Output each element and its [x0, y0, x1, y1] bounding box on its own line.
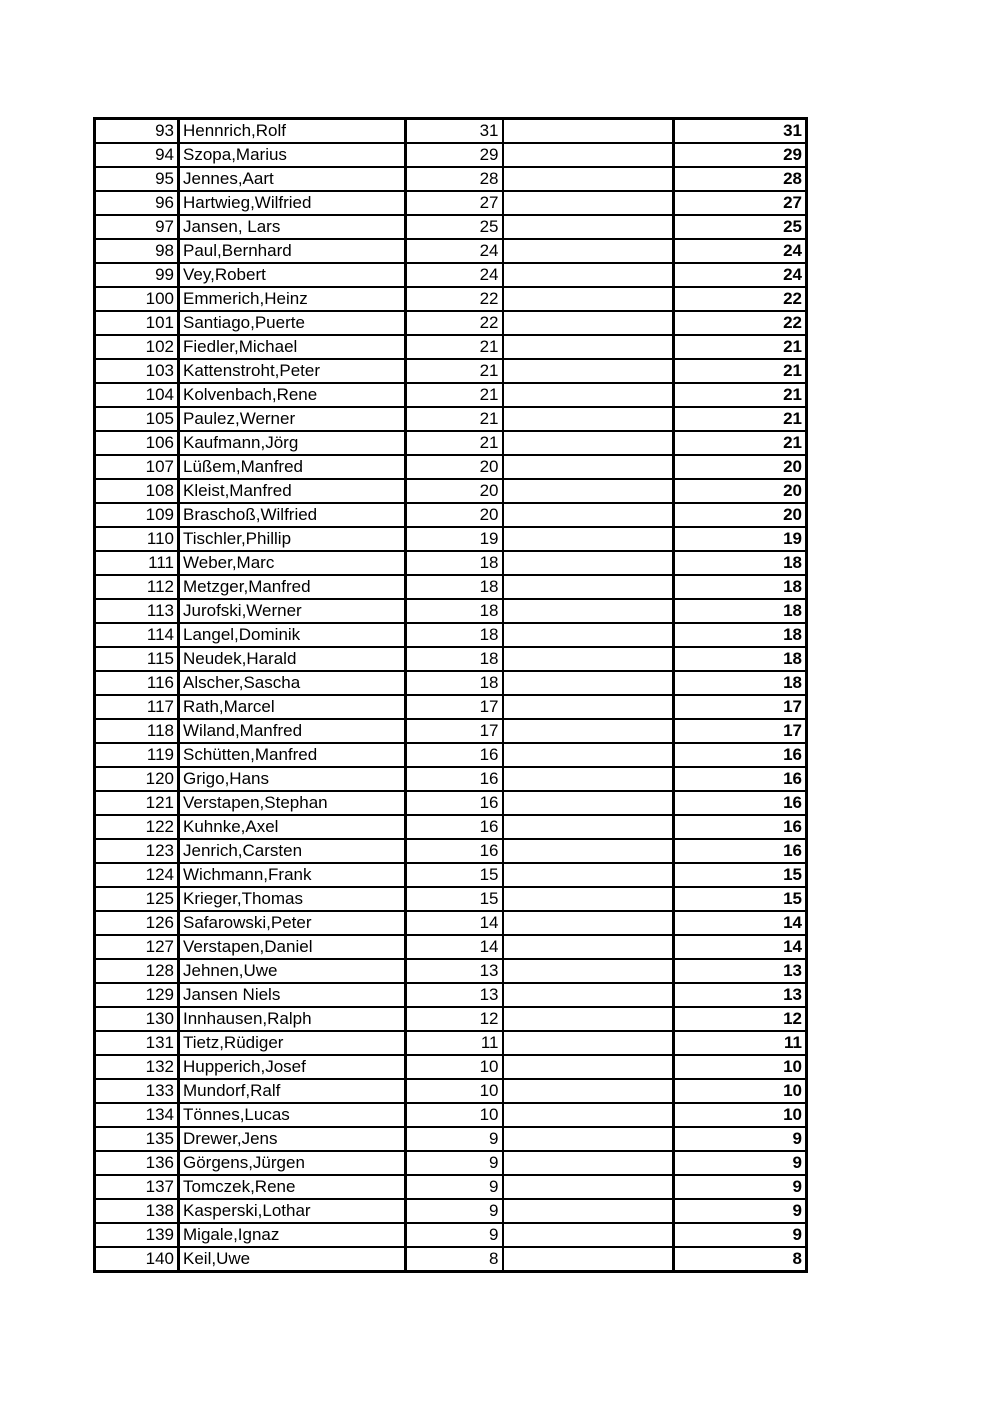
rank-cell: 138	[95, 1199, 179, 1223]
table-row	[95, 815, 807, 839]
table-row	[95, 935, 807, 959]
table-row	[95, 1175, 807, 1199]
rank-cell: 123	[95, 839, 179, 863]
rank-cell: 96	[95, 191, 179, 215]
rank-cell: 95	[95, 167, 179, 191]
total-cell: 13	[674, 959, 807, 983]
extra-cell	[503, 407, 674, 431]
rank-cell: 139	[95, 1223, 179, 1247]
points-cell: 13	[406, 983, 503, 1007]
table-row	[95, 1031, 807, 1055]
rank-cell: 135	[95, 1127, 179, 1151]
total-cell: 14	[674, 935, 807, 959]
extra-cell	[503, 575, 674, 599]
total-cell: 18	[674, 623, 807, 647]
total-cell: 18	[674, 647, 807, 671]
rank-cell: 107	[95, 455, 179, 479]
points-cell: 24	[406, 263, 503, 287]
extra-cell	[503, 263, 674, 287]
name-cell: Kattenstroht,Peter	[179, 359, 406, 383]
extra-cell	[503, 719, 674, 743]
points-cell: 21	[406, 431, 503, 455]
rank-cell: 119	[95, 743, 179, 767]
table-row	[95, 1199, 807, 1223]
table-row	[95, 1247, 807, 1272]
rank-cell: 101	[95, 311, 179, 335]
extra-cell	[503, 791, 674, 815]
name-cell: Jehnen,Uwe	[179, 959, 406, 983]
total-cell: 21	[674, 383, 807, 407]
table-row	[95, 1055, 807, 1079]
total-cell: 21	[674, 407, 807, 431]
extra-cell	[503, 623, 674, 647]
total-cell: 20	[674, 479, 807, 503]
points-cell: 9	[406, 1151, 503, 1175]
points-cell: 21	[406, 359, 503, 383]
extra-cell	[503, 335, 674, 359]
name-cell: Krieger,Thomas	[179, 887, 406, 911]
rank-cell: 131	[95, 1031, 179, 1055]
ranking-table	[93, 117, 808, 1273]
total-cell: 17	[674, 695, 807, 719]
extra-cell	[503, 599, 674, 623]
rank-cell: 113	[95, 599, 179, 623]
total-cell: 18	[674, 575, 807, 599]
rank-cell: 102	[95, 335, 179, 359]
extra-cell	[503, 1247, 674, 1272]
total-cell: 18	[674, 671, 807, 695]
table-row	[95, 599, 807, 623]
table-row	[95, 1079, 807, 1103]
total-cell: 16	[674, 839, 807, 863]
name-cell: Hennrich,Rolf	[179, 119, 406, 144]
points-cell: 21	[406, 407, 503, 431]
points-cell: 29	[406, 143, 503, 167]
points-cell: 31	[406, 119, 503, 144]
total-cell: 24	[674, 263, 807, 287]
points-cell: 24	[406, 239, 503, 263]
total-cell: 9	[674, 1223, 807, 1247]
total-cell: 16	[674, 791, 807, 815]
rank-cell: 106	[95, 431, 179, 455]
table-row	[95, 671, 807, 695]
extra-cell	[503, 383, 674, 407]
points-cell: 18	[406, 575, 503, 599]
table-row	[95, 239, 807, 263]
rank-cell: 110	[95, 527, 179, 551]
total-cell: 29	[674, 143, 807, 167]
points-cell: 12	[406, 1007, 503, 1031]
total-cell: 20	[674, 455, 807, 479]
total-cell: 24	[674, 239, 807, 263]
total-cell: 15	[674, 863, 807, 887]
name-cell: Jansen, Lars	[179, 215, 406, 239]
points-cell: 22	[406, 311, 503, 335]
table-row	[95, 503, 807, 527]
name-cell: Lüßem,Manfred	[179, 455, 406, 479]
total-cell: 22	[674, 311, 807, 335]
name-cell: Weber,Marc	[179, 551, 406, 575]
total-cell: 16	[674, 815, 807, 839]
points-cell: 14	[406, 911, 503, 935]
rank-cell: 103	[95, 359, 179, 383]
name-cell: Tischler,Phillip	[179, 527, 406, 551]
table-row	[95, 1127, 807, 1151]
name-cell: Vey,Robert	[179, 263, 406, 287]
points-cell: 16	[406, 743, 503, 767]
extra-cell	[503, 695, 674, 719]
total-cell: 21	[674, 335, 807, 359]
total-cell: 20	[674, 503, 807, 527]
table-row	[95, 1007, 807, 1031]
points-cell: 27	[406, 191, 503, 215]
name-cell: Drewer,Jens	[179, 1127, 406, 1151]
extra-cell	[503, 143, 674, 167]
extra-cell	[503, 239, 674, 263]
table-row	[95, 719, 807, 743]
extra-cell	[503, 551, 674, 575]
name-cell: Szopa,Marius	[179, 143, 406, 167]
extra-cell	[503, 887, 674, 911]
table-row	[95, 911, 807, 935]
name-cell: Verstapen,Stephan	[179, 791, 406, 815]
rank-cell: 117	[95, 695, 179, 719]
points-cell: 16	[406, 791, 503, 815]
rank-cell: 128	[95, 959, 179, 983]
name-cell: Neudek,Harald	[179, 647, 406, 671]
rank-cell: 120	[95, 767, 179, 791]
rank-cell: 98	[95, 239, 179, 263]
name-cell: Schütten,Manfred	[179, 743, 406, 767]
table-row	[95, 863, 807, 887]
points-cell: 10	[406, 1055, 503, 1079]
total-cell: 11	[674, 1031, 807, 1055]
total-cell: 8	[674, 1247, 807, 1272]
table-row	[95, 335, 807, 359]
name-cell: Alscher,Sascha	[179, 671, 406, 695]
extra-cell	[503, 455, 674, 479]
points-cell: 17	[406, 695, 503, 719]
extra-cell	[503, 935, 674, 959]
name-cell: Verstapen,Daniel	[179, 935, 406, 959]
points-cell: 11	[406, 1031, 503, 1055]
name-cell: Jansen Niels	[179, 983, 406, 1007]
total-cell: 25	[674, 215, 807, 239]
rank-cell: 140	[95, 1247, 179, 1272]
extra-cell	[503, 815, 674, 839]
points-cell: 9	[406, 1175, 503, 1199]
table-row	[95, 1103, 807, 1127]
name-cell: Kaufmann,Jörg	[179, 431, 406, 455]
table-row	[95, 359, 807, 383]
table-row	[95, 743, 807, 767]
rank-cell: 115	[95, 647, 179, 671]
name-cell: Rath,Marcel	[179, 695, 406, 719]
name-cell: Fiedler,Michael	[179, 335, 406, 359]
points-cell: 21	[406, 383, 503, 407]
table-row	[95, 263, 807, 287]
name-cell: Wiland,Manfred	[179, 719, 406, 743]
points-cell: 14	[406, 935, 503, 959]
extra-cell	[503, 767, 674, 791]
table-row	[95, 119, 807, 144]
name-cell: Kleist,Manfred	[179, 479, 406, 503]
extra-cell	[503, 743, 674, 767]
name-cell: Kuhnke,Axel	[179, 815, 406, 839]
table-row	[95, 383, 807, 407]
total-cell: 10	[674, 1103, 807, 1127]
rank-cell: 94	[95, 143, 179, 167]
table-row	[95, 215, 807, 239]
points-cell: 16	[406, 815, 503, 839]
extra-cell	[503, 191, 674, 215]
extra-cell	[503, 527, 674, 551]
points-cell: 10	[406, 1079, 503, 1103]
table-row	[95, 431, 807, 455]
points-cell: 16	[406, 767, 503, 791]
total-cell: 16	[674, 743, 807, 767]
extra-cell	[503, 1223, 674, 1247]
rank-cell: 130	[95, 1007, 179, 1031]
extra-cell	[503, 1199, 674, 1223]
points-cell: 9	[406, 1223, 503, 1247]
rank-cell: 126	[95, 911, 179, 935]
name-cell: Jurofski,Werner	[179, 599, 406, 623]
rank-cell: 93	[95, 119, 179, 144]
name-cell: Emmerich,Heinz	[179, 287, 406, 311]
rank-cell: 100	[95, 287, 179, 311]
total-cell: 17	[674, 719, 807, 743]
table-row	[95, 791, 807, 815]
name-cell: Santiago,Puerte	[179, 311, 406, 335]
total-cell: 14	[674, 911, 807, 935]
table-row	[95, 1223, 807, 1247]
extra-cell	[503, 1151, 674, 1175]
total-cell: 10	[674, 1055, 807, 1079]
total-cell: 19	[674, 527, 807, 551]
total-cell: 31	[674, 119, 807, 144]
name-cell: Jenrich,Carsten	[179, 839, 406, 863]
rank-cell: 122	[95, 815, 179, 839]
total-cell: 13	[674, 983, 807, 1007]
rank-cell: 137	[95, 1175, 179, 1199]
extra-cell	[503, 1055, 674, 1079]
total-cell: 18	[674, 599, 807, 623]
extra-cell	[503, 215, 674, 239]
name-cell: Safarowski,Peter	[179, 911, 406, 935]
name-cell: Wichmann,Frank	[179, 863, 406, 887]
extra-cell	[503, 1079, 674, 1103]
rank-cell: 127	[95, 935, 179, 959]
table-row	[95, 191, 807, 215]
extra-cell	[503, 1175, 674, 1199]
rank-cell: 133	[95, 1079, 179, 1103]
points-cell: 18	[406, 647, 503, 671]
extra-cell	[503, 959, 674, 983]
table-row	[95, 575, 807, 599]
points-cell: 20	[406, 479, 503, 503]
table-row	[95, 839, 807, 863]
table-row	[95, 647, 807, 671]
extra-cell	[503, 1103, 674, 1127]
total-cell: 18	[674, 551, 807, 575]
extra-cell	[503, 479, 674, 503]
name-cell: Kolvenbach,Rene	[179, 383, 406, 407]
rank-cell: 132	[95, 1055, 179, 1079]
table-row	[95, 143, 807, 167]
rank-cell: 109	[95, 503, 179, 527]
extra-cell	[503, 1007, 674, 1031]
points-cell: 9	[406, 1127, 503, 1151]
extra-cell	[503, 359, 674, 383]
total-cell: 9	[674, 1151, 807, 1175]
points-cell: 17	[406, 719, 503, 743]
table-row	[95, 623, 807, 647]
total-cell: 21	[674, 359, 807, 383]
name-cell: Jennes,Aart	[179, 167, 406, 191]
extra-cell	[503, 431, 674, 455]
rank-cell: 112	[95, 575, 179, 599]
points-cell: 19	[406, 527, 503, 551]
points-cell: 18	[406, 599, 503, 623]
table-row	[95, 1151, 807, 1175]
rank-cell: 111	[95, 551, 179, 575]
table-row	[95, 983, 807, 1007]
table-row	[95, 479, 807, 503]
rank-cell: 125	[95, 887, 179, 911]
total-cell: 9	[674, 1199, 807, 1223]
extra-cell	[503, 1127, 674, 1151]
rank-cell: 108	[95, 479, 179, 503]
extra-cell	[503, 863, 674, 887]
table-row	[95, 551, 807, 575]
points-cell: 18	[406, 671, 503, 695]
rank-cell: 104	[95, 383, 179, 407]
points-cell: 22	[406, 287, 503, 311]
rank-cell: 124	[95, 863, 179, 887]
name-cell: Tomczek,Rene	[179, 1175, 406, 1199]
points-cell: 18	[406, 551, 503, 575]
name-cell: Paulez,Werner	[179, 407, 406, 431]
total-cell: 9	[674, 1127, 807, 1151]
table-row	[95, 527, 807, 551]
points-cell: 20	[406, 503, 503, 527]
points-cell: 20	[406, 455, 503, 479]
table-row	[95, 311, 807, 335]
rank-cell: 134	[95, 1103, 179, 1127]
rank-cell: 136	[95, 1151, 179, 1175]
table-row	[95, 767, 807, 791]
extra-cell	[503, 311, 674, 335]
total-cell: 28	[674, 167, 807, 191]
name-cell: Görgens,Jürgen	[179, 1151, 406, 1175]
table-row	[95, 695, 807, 719]
table-row	[95, 455, 807, 479]
total-cell: 10	[674, 1079, 807, 1103]
extra-cell	[503, 671, 674, 695]
ranking-table-body	[95, 119, 807, 1272]
points-cell: 9	[406, 1199, 503, 1223]
points-cell: 18	[406, 623, 503, 647]
total-cell: 27	[674, 191, 807, 215]
table-row	[95, 959, 807, 983]
extra-cell	[503, 839, 674, 863]
name-cell: Mundorf,Ralf	[179, 1079, 406, 1103]
points-cell: 13	[406, 959, 503, 983]
name-cell: Metzger,Manfred	[179, 575, 406, 599]
total-cell: 9	[674, 1175, 807, 1199]
name-cell: Tietz,Rüdiger	[179, 1031, 406, 1055]
name-cell: Keil,Uwe	[179, 1247, 406, 1272]
total-cell: 16	[674, 767, 807, 791]
name-cell: Langel,Dominik	[179, 623, 406, 647]
name-cell: Kasperski,Lothar	[179, 1199, 406, 1223]
rank-cell: 105	[95, 407, 179, 431]
points-cell: 8	[406, 1247, 503, 1272]
total-cell: 15	[674, 887, 807, 911]
points-cell: 16	[406, 839, 503, 863]
points-cell: 15	[406, 863, 503, 887]
extra-cell	[503, 1031, 674, 1055]
extra-cell	[503, 167, 674, 191]
name-cell: Grigo,Hans	[179, 767, 406, 791]
extra-cell	[503, 911, 674, 935]
rank-cell: 99	[95, 263, 179, 287]
extra-cell	[503, 503, 674, 527]
points-cell: 21	[406, 335, 503, 359]
rank-cell: 118	[95, 719, 179, 743]
table-row	[95, 287, 807, 311]
total-cell: 12	[674, 1007, 807, 1031]
rank-cell: 97	[95, 215, 179, 239]
points-cell: 25	[406, 215, 503, 239]
name-cell: Hupperich,Josef	[179, 1055, 406, 1079]
rank-cell: 121	[95, 791, 179, 815]
points-cell: 10	[406, 1103, 503, 1127]
name-cell: Innhausen,Ralph	[179, 1007, 406, 1031]
extra-cell	[503, 983, 674, 1007]
table-row	[95, 887, 807, 911]
rank-cell: 116	[95, 671, 179, 695]
points-cell: 15	[406, 887, 503, 911]
extra-cell	[503, 119, 674, 144]
total-cell: 22	[674, 287, 807, 311]
rank-cell: 114	[95, 623, 179, 647]
rank-cell: 129	[95, 983, 179, 1007]
name-cell: Migale,Ignaz	[179, 1223, 406, 1247]
name-cell: Paul,Bernhard	[179, 239, 406, 263]
extra-cell	[503, 647, 674, 671]
total-cell: 21	[674, 431, 807, 455]
name-cell: Tönnes,Lucas	[179, 1103, 406, 1127]
table-row	[95, 407, 807, 431]
extra-cell	[503, 287, 674, 311]
table-row	[95, 167, 807, 191]
name-cell: Hartwieg,Wilfried	[179, 191, 406, 215]
points-cell: 28	[406, 167, 503, 191]
name-cell: Braschoß,Wilfried	[179, 503, 406, 527]
